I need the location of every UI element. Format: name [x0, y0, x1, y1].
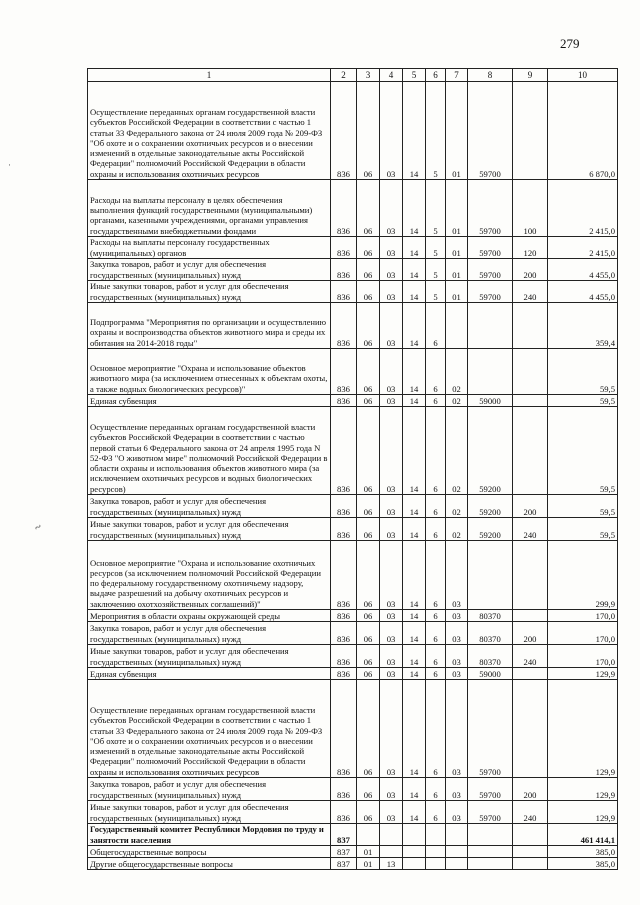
table-row: [88, 824, 618, 846]
row-cell-col5: [403, 846, 426, 858]
row-cell-col10: 170,0: [548, 610, 618, 622]
row-cell-col3: 06: [357, 801, 380, 824]
row-cell-col2: 836: [331, 349, 357, 395]
row-cell-col10: 359,4: [548, 303, 618, 349]
row-cell-col4: 03: [380, 518, 403, 541]
row-cell-col5: 14: [403, 180, 426, 237]
row-cell-col3: 06: [357, 259, 380, 281]
column-header: 6: [426, 69, 446, 82]
row-cell-col8: [468, 349, 513, 395]
row-description: Расходы на выплаты персоналу в целях обеспечения выполнения функций государственными (муниципальными) органами, казенными учреждениями, органами управления государственными внебюджетными фондами: [88, 180, 331, 237]
row-cell-col4: 03: [380, 645, 403, 668]
row-description: Основное мероприятие "Охрана и использование охотничьих ресурсов (за исключением полномочий Российской Федерации по федеральному государственному охотничьему надзору, выдаче разрешений на добычу охотничьих ресурсов и заключению охотхозяйственных соглашений)": [88, 541, 331, 610]
row-cell-col9: 240: [513, 645, 548, 668]
column-header: 7: [446, 69, 468, 82]
row-cell-col3: 06: [357, 541, 380, 610]
row-description: Иные закупки товаров, работ и услуг для обеспечения государственных (муниципальных) нужд: [88, 645, 331, 668]
column-header: 10: [548, 69, 618, 82]
row-cell-col7: 02: [446, 495, 468, 518]
row-cell-col7: 03: [446, 645, 468, 668]
row-cell-col5: 14: [403, 801, 426, 824]
row-cell-col5: 14: [403, 680, 426, 778]
row-cell-col6: 6: [426, 610, 446, 622]
row-description: Осуществление переданных органам государственной власти субъектов Российской Федерации в соответствии с частью 1 статьи 33 Федерального закона от 24 июля 2009 года № 209-ФЗ "Об охоте и о сохранении охотничьих ресурсов и о внесении изменений в отдельные законодательные акты Российской Федерации" полномочий Российской Федерации в области охраны и использования охотничьих ресурсов: [88, 680, 331, 778]
row-cell-col8: 59200: [468, 407, 513, 495]
row-cell-col8: 59700: [468, 801, 513, 824]
table-row: [88, 349, 618, 395]
row-cell-col3: 06: [357, 407, 380, 495]
budget-table: [87, 68, 618, 870]
row-cell-col3: 06: [357, 303, 380, 349]
column-header: 3: [357, 69, 380, 82]
row-cell-col3: 06: [357, 180, 380, 237]
row-cell-col6: 6: [426, 645, 446, 668]
row-cell-col7: 03: [446, 801, 468, 824]
row-cell-col6: [426, 858, 446, 870]
table-row: [88, 237, 618, 259]
row-cell-col8: 59700: [468, 237, 513, 259]
row-cell-col4: 03: [380, 680, 403, 778]
row-cell-col4: 03: [380, 395, 403, 407]
row-cell-col8: [468, 858, 513, 870]
row-cell-col10: 6 870,0: [548, 82, 618, 180]
row-cell-col5: [403, 824, 426, 846]
row-cell-col3: 06: [357, 349, 380, 395]
row-cell-col4: 03: [380, 610, 403, 622]
row-cell-col7: [446, 858, 468, 870]
row-cell-col10: 385,0: [548, 846, 618, 858]
table-row: [88, 407, 618, 495]
row-cell-col6: 6: [426, 680, 446, 778]
row-cell-col9: 240: [513, 518, 548, 541]
row-cell-col4: 03: [380, 281, 403, 303]
row-description: Общегосударственные вопросы: [88, 846, 331, 858]
row-cell-col6: 6: [426, 303, 446, 349]
row-cell-col7: [446, 824, 468, 846]
row-cell-col9: [513, 846, 548, 858]
row-cell-col6: 5: [426, 259, 446, 281]
table-row: [88, 259, 618, 281]
row-description: Единая субвенция: [88, 668, 331, 680]
row-cell-col9: [513, 407, 548, 495]
row-cell-col9: [513, 541, 548, 610]
row-cell-col3: 06: [357, 237, 380, 259]
row-cell-col2: 836: [331, 82, 357, 180]
row-cell-col3: 06: [357, 622, 380, 645]
row-cell-col8: 59700: [468, 680, 513, 778]
row-cell-col6: 5: [426, 82, 446, 180]
table-row: [88, 303, 618, 349]
row-description: Единая субвенция: [88, 395, 331, 407]
table-header-row: [88, 69, 618, 82]
margin-mark: ·: [8, 160, 11, 170]
row-cell-col2: 836: [331, 668, 357, 680]
row-cell-col8: 80370: [468, 610, 513, 622]
row-cell-col4: 03: [380, 180, 403, 237]
row-cell-col9: [513, 349, 548, 395]
row-cell-col8: 59700: [468, 259, 513, 281]
row-cell-col3: 01: [357, 846, 380, 858]
row-cell-col8: [468, 303, 513, 349]
row-cell-col3: 06: [357, 518, 380, 541]
row-cell-col7: 01: [446, 259, 468, 281]
row-cell-col10: 59,5: [548, 395, 618, 407]
row-cell-col10: 59,5: [548, 495, 618, 518]
row-cell-col6: 5: [426, 281, 446, 303]
row-cell-col8: 59700: [468, 778, 513, 801]
row-cell-col7: 02: [446, 395, 468, 407]
column-header: 1: [88, 69, 331, 82]
row-cell-col8: 59000: [468, 668, 513, 680]
row-cell-col6: 6: [426, 349, 446, 395]
row-description: Иные закупки товаров, работ и услуг для обеспечения государственных (муниципальных) нужд: [88, 281, 331, 303]
row-cell-col4: 03: [380, 349, 403, 395]
row-cell-col7: 01: [446, 281, 468, 303]
row-cell-col10: 385,0: [548, 858, 618, 870]
table-row: [88, 610, 618, 622]
row-cell-col4: [380, 846, 403, 858]
row-cell-col3: 06: [357, 395, 380, 407]
column-header: 4: [380, 69, 403, 82]
row-cell-col3: 06: [357, 610, 380, 622]
row-cell-col2: 836: [331, 495, 357, 518]
row-cell-col3: 06: [357, 495, 380, 518]
row-cell-col3: 06: [357, 645, 380, 668]
row-cell-col2: 836: [331, 541, 357, 610]
table-row: [88, 858, 618, 870]
row-cell-col4: [380, 824, 403, 846]
row-cell-col4: 03: [380, 541, 403, 610]
table-row: [88, 180, 618, 237]
row-cell-col3: 06: [357, 281, 380, 303]
row-cell-col10: 170,0: [548, 645, 618, 668]
column-header: 8: [468, 69, 513, 82]
row-cell-col9: 240: [513, 281, 548, 303]
row-cell-col10: 299,9: [548, 541, 618, 610]
row-cell-col6: 6: [426, 622, 446, 645]
row-cell-col4: 03: [380, 622, 403, 645]
row-cell-col2: 836: [331, 237, 357, 259]
row-cell-col9: [513, 610, 548, 622]
row-cell-col5: 14: [403, 407, 426, 495]
row-description: Иные закупки товаров, работ и услуг для обеспечения государственных (муниципальных) нужд: [88, 518, 331, 541]
row-description: Другие общегосударственные вопросы: [88, 858, 331, 870]
row-cell-col7: 01: [446, 82, 468, 180]
row-cell-col4: 13: [380, 858, 403, 870]
row-cell-col8: 80370: [468, 622, 513, 645]
row-cell-col5: 14: [403, 541, 426, 610]
row-cell-col7: 02: [446, 518, 468, 541]
row-cell-col5: [403, 858, 426, 870]
row-cell-col9: 120: [513, 237, 548, 259]
row-cell-col9: 200: [513, 622, 548, 645]
row-cell-col8: 59700: [468, 180, 513, 237]
row-cell-col6: 5: [426, 237, 446, 259]
row-cell-col3: 01: [357, 858, 380, 870]
row-cell-col8: [468, 541, 513, 610]
row-description: Подпрограмма "Мероприятия по организации и осуществлению охраны и воспроизводства объектов животного мира и среды их обитания на 2014-2018 годы": [88, 303, 331, 349]
row-cell-col9: 200: [513, 778, 548, 801]
row-cell-col5: 14: [403, 237, 426, 259]
row-cell-col6: [426, 824, 446, 846]
row-cell-col6: 6: [426, 778, 446, 801]
page-number: 279: [560, 36, 580, 51]
row-cell-col2: 836: [331, 801, 357, 824]
row-cell-col8: 80370: [468, 645, 513, 668]
row-cell-col5: 14: [403, 349, 426, 395]
row-cell-col4: 03: [380, 237, 403, 259]
row-cell-col2: 837: [331, 824, 357, 846]
row-cell-col2: 836: [331, 610, 357, 622]
row-description: Закупка товаров, работ и услуг для обеспечения государственных (муниципальных) нужд: [88, 778, 331, 801]
row-cell-col9: [513, 824, 548, 846]
table-row: [88, 846, 618, 858]
row-cell-col7: 03: [446, 778, 468, 801]
row-description: Расходы на выплаты персоналу государственных (муниципальных) органов: [88, 237, 331, 259]
row-description: Основное мероприятие "Охрана и использование объектов животного мира (за исключением отнесенных к объектам охоты, а также водных биологических ресурсов)": [88, 349, 331, 395]
row-cell-col8: 59200: [468, 495, 513, 518]
row-cell-col10: 59,5: [548, 349, 618, 395]
row-cell-col10: 2 415,0: [548, 237, 618, 259]
pen-mark: ~: [31, 519, 45, 535]
row-cell-col2: 836: [331, 281, 357, 303]
row-cell-col6: 5: [426, 180, 446, 237]
row-cell-col10: 461 414,1: [548, 824, 618, 846]
row-cell-col7: 03: [446, 541, 468, 610]
row-cell-col4: 03: [380, 668, 403, 680]
row-cell-col8: [468, 824, 513, 846]
row-cell-col5: 14: [403, 645, 426, 668]
row-cell-col8: 59700: [468, 281, 513, 303]
row-cell-col10: 129,9: [548, 680, 618, 778]
row-cell-col5: 14: [403, 668, 426, 680]
table-row: [88, 778, 618, 801]
row-cell-col5: 14: [403, 518, 426, 541]
row-cell-col6: 6: [426, 407, 446, 495]
row-cell-col6: 6: [426, 668, 446, 680]
row-cell-col9: [513, 668, 548, 680]
row-cell-col5: 14: [403, 82, 426, 180]
row-cell-col2: 836: [331, 407, 357, 495]
row-description: Государственный комитет Республики Мордовия по труду и занятости населения: [88, 824, 331, 846]
row-cell-col2: 837: [331, 858, 357, 870]
row-cell-col7: 02: [446, 407, 468, 495]
table-row: [88, 495, 618, 518]
row-cell-col7: [446, 303, 468, 349]
row-cell-col3: [357, 824, 380, 846]
row-cell-col3: 06: [357, 82, 380, 180]
table-row: [88, 82, 618, 180]
row-cell-col10: 4 455,0: [548, 281, 618, 303]
row-description: Мероприятия в области охраны окружающей среды: [88, 610, 331, 622]
column-header: 9: [513, 69, 548, 82]
row-cell-col4: 03: [380, 801, 403, 824]
table-row: [88, 801, 618, 824]
row-cell-col7: 01: [446, 180, 468, 237]
row-cell-col7: 01: [446, 237, 468, 259]
row-cell-col3: 06: [357, 668, 380, 680]
row-cell-col6: 6: [426, 541, 446, 610]
row-cell-col2: 836: [331, 778, 357, 801]
table-row: [88, 622, 618, 645]
column-header: 5: [403, 69, 426, 82]
row-cell-col9: [513, 680, 548, 778]
row-cell-col5: 14: [403, 622, 426, 645]
row-cell-col6: 6: [426, 518, 446, 541]
row-cell-col5: 14: [403, 778, 426, 801]
row-cell-col3: 06: [357, 680, 380, 778]
row-cell-col4: 03: [380, 495, 403, 518]
row-cell-col4: 03: [380, 303, 403, 349]
row-description: Осуществление переданных органам государственной власти субъектов Российской Федерации в соответствии с частью первой статьи 6 Федерального закона от 24 апреля 1995 года N 52-ФЗ "О животном мире" полномочий Российской Федерации в области охраны и использования объектов животного мира (за исключением охотничьих ресурсов и водных биологических ресурсов): [88, 407, 331, 495]
row-cell-col2: 836: [331, 395, 357, 407]
row-cell-col9: 200: [513, 259, 548, 281]
table-row: [88, 680, 618, 778]
row-cell-col9: [513, 303, 548, 349]
table-row: [88, 395, 618, 407]
row-cell-col3: 06: [357, 778, 380, 801]
row-cell-col2: 836: [331, 518, 357, 541]
column-header: 2: [331, 69, 357, 82]
row-cell-col9: 240: [513, 801, 548, 824]
row-cell-col4: 03: [380, 778, 403, 801]
row-cell-col7: 02: [446, 349, 468, 395]
row-cell-col5: 14: [403, 495, 426, 518]
table-row: [88, 668, 618, 680]
row-cell-col2: 836: [331, 259, 357, 281]
row-cell-col10: 4 455,0: [548, 259, 618, 281]
row-cell-col9: [513, 395, 548, 407]
row-cell-col9: 100: [513, 180, 548, 237]
row-cell-col6: 6: [426, 395, 446, 407]
row-cell-col9: [513, 82, 548, 180]
row-cell-col4: 03: [380, 259, 403, 281]
row-cell-col4: 03: [380, 407, 403, 495]
row-cell-col10: 59,5: [548, 518, 618, 541]
row-cell-col4: 03: [380, 82, 403, 180]
row-cell-col10: 129,9: [548, 668, 618, 680]
row-cell-col6: 6: [426, 495, 446, 518]
row-cell-col8: 59000: [468, 395, 513, 407]
row-cell-col8: [468, 846, 513, 858]
row-description: Закупка товаров, работ и услуг для обеспечения государственных (муниципальных) нужд: [88, 622, 331, 645]
row-cell-col9: 200: [513, 495, 548, 518]
row-cell-col2: 836: [331, 680, 357, 778]
row-description: Осуществление переданных органам государственной власти субъектов Российской Федерации в соответствии с частью 1 статьи 33 Федерального закона от 24 июля 2009 года № 209-ФЗ "Об охоте и о сохранении охотничьих ресурсов и о внесении изменений в отдельные законодательные акты Российской Федерации" полномочий Российской Федерации в области охраны и использования охотничьих ресурсов: [88, 82, 331, 180]
row-cell-col7: 03: [446, 680, 468, 778]
row-description: Закупка товаров, работ и услуг для обеспечения государственных (муниципальных) нужд: [88, 495, 331, 518]
row-cell-col5: 14: [403, 281, 426, 303]
row-cell-col10: 170,0: [548, 622, 618, 645]
row-cell-col9: [513, 858, 548, 870]
row-cell-col6: 6: [426, 801, 446, 824]
row-cell-col2: 836: [331, 180, 357, 237]
row-cell-col6: [426, 846, 446, 858]
row-cell-col8: 59700: [468, 82, 513, 180]
row-cell-col7: 03: [446, 610, 468, 622]
row-cell-col5: 14: [403, 303, 426, 349]
row-cell-col2: 836: [331, 303, 357, 349]
row-cell-col7: [446, 846, 468, 858]
row-cell-col2: 837: [331, 846, 357, 858]
row-cell-col5: 14: [403, 610, 426, 622]
row-cell-col5: 14: [403, 259, 426, 281]
row-cell-col2: 836: [331, 622, 357, 645]
row-cell-col10: 2 415,0: [548, 180, 618, 237]
row-description: Закупка товаров, работ и услуг для обеспечения государственных (муниципальных) нужд: [88, 259, 331, 281]
row-description: Иные закупки товаров, работ и услуг для обеспечения государственных (муниципальных) нужд: [88, 801, 331, 824]
row-cell-col2: 836: [331, 645, 357, 668]
table-row: [88, 518, 618, 541]
table-row: [88, 645, 618, 668]
row-cell-col5: 14: [403, 395, 426, 407]
row-cell-col10: 129,9: [548, 778, 618, 801]
row-cell-col8: 59200: [468, 518, 513, 541]
table-row: [88, 541, 618, 610]
row-cell-col10: 129,9: [548, 801, 618, 824]
row-cell-col7: 03: [446, 622, 468, 645]
row-cell-col7: 03: [446, 668, 468, 680]
row-cell-col10: 59,5: [548, 407, 618, 495]
table-row: [88, 281, 618, 303]
